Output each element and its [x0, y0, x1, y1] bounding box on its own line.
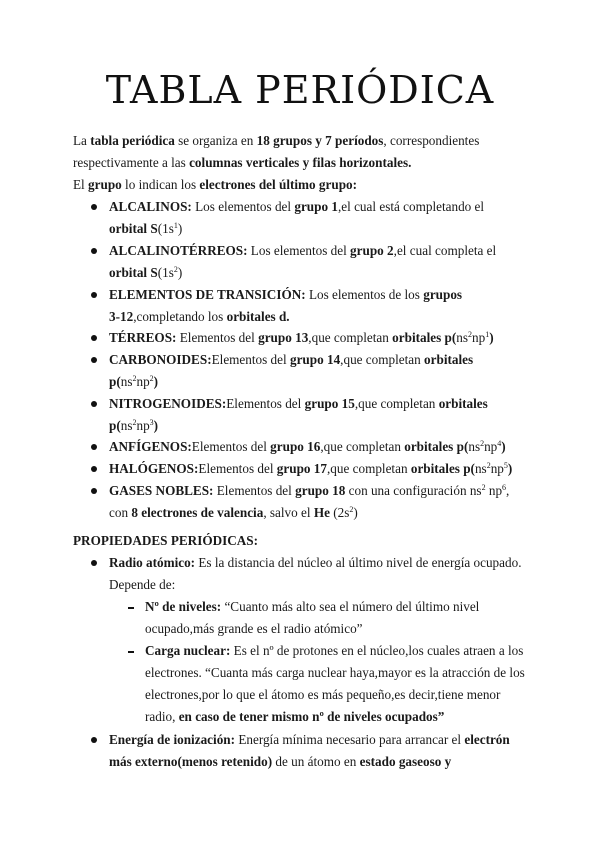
- list-item-nitrogenoides-cont: $p(ns^2np^3)$: [109, 418, 159, 433]
- intro-line-1: La tabla periódica se organiza en 18 grupos y 7 períodos, correspondientes: [73, 133, 480, 148]
- bullet-icon: [91, 401, 97, 407]
- bullet-icon: [91, 737, 97, 743]
- list-item-nitrogenoides: NITROGENOIDES:Elementos del grupo 15,que completan orbitales: [109, 396, 488, 411]
- list-item-alcalinoterreos-cont: orbital $S(1s^2)$: [109, 265, 183, 280]
- sublist-item-niveles-cont: ocupado,más grande es el radio atómico”: [145, 621, 363, 636]
- bullet-icon: [91, 204, 97, 210]
- list-item-gases-nobles: GASES NOBLES: Elementos del grupo 18 con una configuración $ns^2$ $np^6$,: [109, 483, 510, 498]
- dash-icon: [128, 607, 134, 609]
- intro-line-2: respectivamente a las columnas verticales y filas horizontales.: [73, 155, 412, 170]
- list-item-energia-ionizacion-cont: más externo(menos retenido) de un átomo en estado gaseoso y: [109, 754, 452, 769]
- sublist-item-carga-nuclear-l3: electrones,por lo que el átomo es más pequeño,es decir,tiene menor: [145, 687, 501, 702]
- bullet-icon: [91, 292, 97, 298]
- list-item-alcalinos: ALCALINOS: Los elementos del grupo 1,el cual está completando el: [109, 199, 485, 214]
- bullet-icon: [91, 560, 97, 566]
- list-item-radio-atomico: Radio atómico: Es la distancia del núcleo al último nivel de energía ocupado.: [109, 555, 522, 570]
- list-item-anfigenos: ANFÍGENOS:Elementos del grupo 16,que completan orbitales $p(ns^2np^4)$: [109, 439, 506, 454]
- bullet-icon: [91, 335, 97, 341]
- dash-icon: [128, 651, 134, 653]
- sublist-item-carga-nuclear-l2: electrones. “Cuanta más carga nuclear haya,mayor es la atracción de los: [145, 665, 525, 680]
- bullet-icon: [91, 466, 97, 472]
- intro-line-3: El grupo lo indican los electrones del último grupo:: [73, 177, 358, 192]
- list-item-gases-nobles-cont: con 8 electrones de valencia, salvo el He $(2s^2)$: [109, 505, 358, 520]
- list-item-energia-ionizacion: Energía de ionización: Energía mínima necesario para arrancar el electrón: [109, 732, 510, 747]
- list-item-transicion: ELEMENTOS DE TRANSICIÓN: Los elementos de los grupos: [109, 287, 463, 302]
- sublist-item-carga-nuclear-l4: radio, en caso de tener mismo nº de niveles ocupados”: [145, 709, 445, 724]
- bullet-icon: [91, 488, 97, 494]
- list-item-carbonoides: CARBONOIDES:Elementos del grupo 14,que completan orbitales: [109, 352, 474, 367]
- list-item-alcalinos-cont: orbital $S(1s^1)$: [109, 221, 183, 236]
- section-heading-propiedades: PROPIEDADES PERIÓDICAS:: [73, 533, 259, 548]
- list-item-radio-atomico-cont: Depende de:: [109, 577, 176, 592]
- sublist-item-carga-nuclear: Carga nuclear: Es el nº de protones en el núcleo,los cuales atraen a los: [145, 643, 524, 658]
- bullet-icon: [91, 357, 97, 363]
- bullet-icon: [91, 248, 97, 254]
- bullet-icon: [91, 444, 97, 450]
- list-item-carbonoides-cont: $p(ns^2np^2)$: [109, 374, 159, 389]
- list-item-alcalinoterreos: ALCALINOTÉRREOS: Los elementos del grupo 2,el cual completa el: [109, 243, 497, 258]
- list-item-transicion-cont: 3-12,completando los orbitales d.: [109, 309, 290, 324]
- list-item-terreos: TÉRREOS: Elementos del grupo 13,que completan orbitales $p(ns^2np^1)$: [109, 330, 494, 345]
- list-item-halogenos: HALÓGENOS:Elementos del grupo 17,que completan orbitales $p(ns^2np^5)$: [109, 461, 513, 476]
- sublist-item-niveles: Nº de niveles: “Cuanto más alto sea el número del último nivel: [145, 599, 480, 614]
- page-title: TABLA PERIÓDICA: [105, 68, 495, 112]
